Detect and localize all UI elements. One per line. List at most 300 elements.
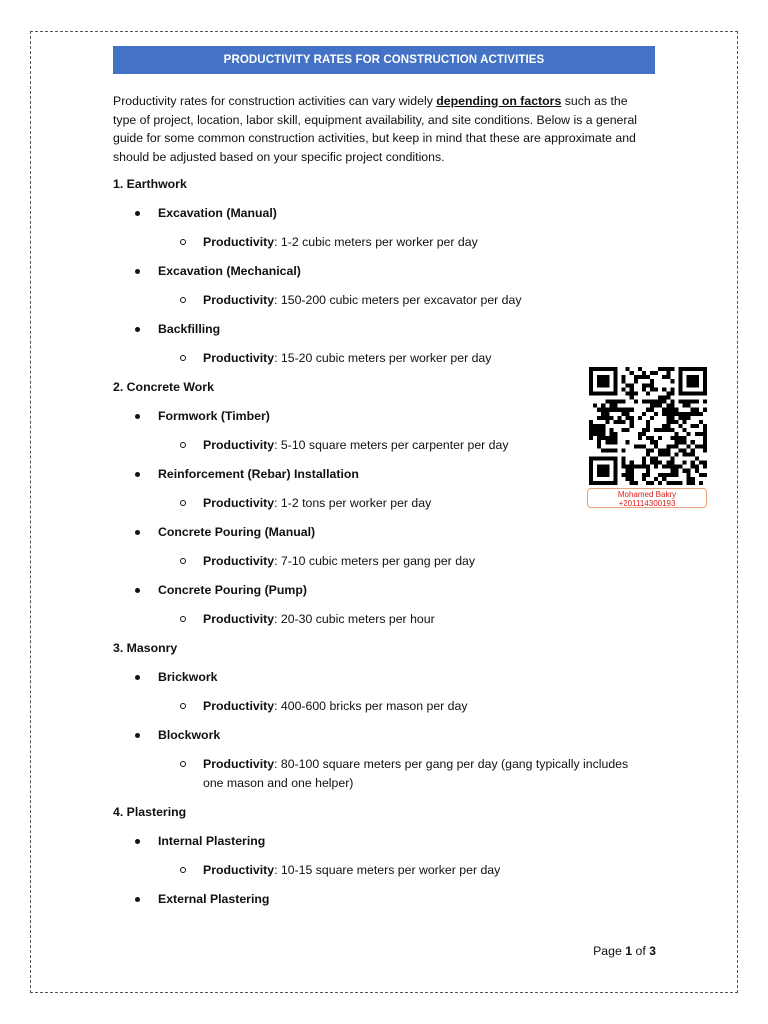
qr-module [654,440,658,444]
qr-module [597,367,601,371]
qr-module [589,481,593,485]
qr-module [613,432,617,436]
productivity-line [113,436,643,465]
qr-module [601,375,605,379]
qr-module [654,404,658,408]
qr-module [597,465,601,469]
productivity-label: Productivity [203,351,275,365]
qr-module [699,432,703,436]
section-heading: 4. Plastering [113,805,187,819]
qr-module [699,391,703,395]
qr-module [630,383,634,387]
qr-module [646,428,650,432]
activity-item: Internal Plastering [113,832,643,861]
qr-module [622,408,626,412]
qr-module [609,440,613,444]
qr-module [589,379,593,383]
qr-module [605,391,609,395]
qr-module [642,428,646,432]
qr-module [642,412,646,416]
qr-module [605,473,609,477]
qr-module [646,375,650,379]
qr-module [691,379,695,383]
qr-module [691,412,695,416]
qr-module [666,375,670,379]
qr-module [687,444,691,448]
qr-module [683,400,687,404]
qr-module [674,412,678,416]
productivity-rate: : 80-100 square meters per gang per day (gang typically includes one mason and one helper) [203,757,629,790]
qr-module [609,400,613,404]
qr-module [638,436,642,440]
qr-module [666,444,670,448]
qr-module [679,440,683,444]
qr-module [687,412,691,416]
qr-module [699,444,703,448]
qr-module [613,436,617,440]
qr-module [695,432,699,436]
qr-module [662,412,666,416]
qr-module [703,440,707,444]
qr-module [605,420,609,424]
qr-module [650,387,654,391]
qr-module [666,404,670,408]
qr-module [601,391,605,395]
qr-module [622,457,626,461]
qr-module [679,416,683,420]
qr-module [605,465,609,469]
activity-item: Excavation (Mechanical) [113,262,643,291]
intro-paragraph [113,92,643,166]
qr-module [609,448,613,452]
qr-module [593,367,597,371]
qr-code-stamp [587,366,709,510]
activity-item: External Plastering [113,890,643,919]
qr-module [666,412,670,416]
qr-module [634,400,638,404]
qr-module [691,408,695,412]
qr-module [703,408,707,412]
qr-module [613,477,617,481]
qr-module [691,400,695,404]
qr-module [703,448,707,452]
activity-item: Reinforcement (Rebar) Installation [113,465,643,494]
qr-module [662,477,666,481]
qr-module [626,412,630,416]
productivity-rate: : 1-2 cubic meters per worker per day [274,235,478,249]
qr-module [683,428,687,432]
qr-module [622,379,626,383]
qr-module [654,465,658,469]
qr-module [613,391,617,395]
productivity-label: Productivity [203,438,275,452]
qr-module [670,420,674,424]
qr-module [679,367,683,371]
productivity-label: Productivity [203,235,275,249]
qr-module [666,416,670,420]
qr-module [622,428,626,432]
qr-module [589,375,593,379]
qr-module [670,412,674,416]
productivity-rate: : 7-10 cubic meters per gang per day [274,554,476,568]
qr-module [654,457,658,461]
qr-module [683,367,687,371]
qr-module [638,465,642,469]
qr-module [650,379,654,383]
qr-module [666,452,670,456]
qr-module [666,448,670,452]
qr-module [609,432,613,436]
qr-module [613,461,617,465]
qr-module [658,404,662,408]
qr-module [662,367,666,371]
qr-module [674,444,678,448]
qr-module [695,391,699,395]
qr-module [642,477,646,481]
qr-module [695,400,699,404]
qr-module [589,432,593,436]
qr-module [601,383,605,387]
qr-module [699,481,703,485]
qr-module [605,469,609,473]
intro-text-start: Productivity rates for construction activities can vary widely [113,94,437,108]
qr-module [670,400,674,404]
qr-caption-phone: +201114300193 [618,499,676,508]
qr-module [650,436,654,440]
section-heading: 2. Concrete Work [113,380,214,394]
qr-module [638,444,642,448]
qr-module [703,428,707,432]
qr-module [609,408,613,412]
qr-module [666,481,670,485]
qr-module [662,375,666,379]
qr-module [650,408,654,412]
qr-module [589,477,593,481]
qr-module [670,465,674,469]
qr-module [622,461,626,465]
qr-module [695,383,699,387]
qr-module [683,469,687,473]
qr-module [605,400,609,404]
qr-module [670,387,674,391]
page-of: of [632,944,650,958]
qr-module [613,420,617,424]
qr-module [703,375,707,379]
qr-module [613,481,617,485]
qr-module [609,367,613,371]
qr-module [589,428,593,432]
qr-module [699,420,703,424]
document-body [113,92,643,919]
qr-module [613,367,617,371]
qr-module [683,440,687,444]
qr-module [658,395,662,399]
qr-module [703,379,707,383]
qr-module [597,481,601,485]
productivity-rate: : 150-200 cubic meters per excavator per day [274,293,522,307]
qr-module [589,391,593,395]
qr-module [679,379,683,383]
qr-module [626,465,630,469]
qr-module [593,481,597,485]
qr-module [670,379,674,383]
qr-module [662,452,666,456]
qr-module [670,391,674,395]
qr-module [687,404,691,408]
qr-module [699,412,703,416]
activity-item: Blockwork [113,726,643,755]
productivity-line [113,861,643,890]
qr-module [634,444,638,448]
qr-module [691,448,695,452]
qr-module [626,391,630,395]
qr-module [597,408,601,412]
qr-module [626,477,630,481]
qr-module [617,416,621,420]
qr-module [605,481,609,485]
qr-module [622,400,626,404]
productivity-label: Productivity [203,863,275,877]
qr-module [605,379,609,383]
qr-module [670,367,674,371]
productivity-rate: : 20-30 cubic meters per hour [274,612,435,626]
qr-module [634,465,638,469]
qr-module [666,371,670,375]
qr-module [699,367,703,371]
qr-module [613,375,617,379]
qr-module [670,481,674,485]
qr-module [613,440,617,444]
qr-module [691,465,695,469]
qr-module [605,367,609,371]
qr-module [613,408,617,412]
qr-module [646,408,650,412]
qr-module [687,432,691,436]
qr-module [703,400,707,404]
productivity-line [113,552,643,581]
qr-module [605,440,609,444]
qr-module [589,383,593,387]
qr-module [679,412,683,416]
qr-module [658,367,662,371]
qr-module [589,465,593,469]
qr-module [642,400,646,404]
qr-module [597,424,601,428]
qr-module [650,481,654,485]
qr-module [666,428,670,432]
qr-module [683,461,687,465]
qr-module [597,440,601,444]
qr-module [642,371,646,375]
qr-module [605,408,609,412]
qr-module [609,481,613,485]
qr-module [589,420,593,424]
productivity-line [113,755,643,803]
qr-module [642,444,646,448]
qr-module [622,387,626,391]
qr-module [609,391,613,395]
qr-module [687,391,691,395]
qr-module [703,473,707,477]
productivity-line [113,697,643,726]
qr-module [662,424,666,428]
qr-module [589,461,593,465]
qr-module [609,404,613,408]
qr-module [601,379,605,383]
qr-module [654,412,658,416]
qr-module [634,375,638,379]
qr-module [695,379,699,383]
qr-module [622,375,626,379]
qr-module [634,379,638,383]
qr-module [597,457,601,461]
qr-module [622,412,626,416]
qr-module [650,416,654,420]
qr-module [630,465,634,469]
qr-module [650,400,654,404]
qr-module [703,444,707,448]
page-current: 1 [625,944,633,958]
qr-module [699,461,703,465]
qr-module [670,416,674,420]
qr-module [695,465,699,469]
qr-module [642,432,646,436]
qr-module [593,432,597,436]
document-title: PRODUCTIVITY RATES FOR CONSTRUCTION ACTIVITIES [113,46,655,74]
qr-module [605,448,609,452]
qr-module [658,481,662,485]
qr-module [613,387,617,391]
qr-module [695,469,699,473]
qr-module [695,412,699,416]
qr-module [601,367,605,371]
productivity-rate: : 10-15 square meters per worker per day [274,863,501,877]
qr-module [650,404,654,408]
qr-module [646,465,650,469]
qr-module [695,367,699,371]
qr-module [674,436,678,440]
qr-module [650,448,654,452]
qr-module [703,387,707,391]
qr-module [593,428,597,432]
qr-module [626,469,630,473]
qr-module [630,473,634,477]
qr-module [703,432,707,436]
qr-module [670,436,674,440]
qr-module [642,461,646,465]
qr-module [642,465,646,469]
qr-module [650,440,654,444]
qr-module [622,465,626,469]
qr-module [683,391,687,395]
qr-module [630,371,634,375]
qr-module [670,461,674,465]
qr-module [687,383,691,387]
productivity-rate: : 1-2 tons per worker per day [274,496,432,510]
qr-module [691,477,695,481]
qr-module [703,383,707,387]
qr-module [674,420,678,424]
productivity-rate: : 5-10 square meters per carpenter per day [274,438,509,452]
qr-module [662,448,666,452]
qr-module [601,448,605,452]
qr-module [662,428,666,432]
qr-module [703,465,707,469]
qr-module [662,408,666,412]
qr-module [638,416,642,420]
qr-module [679,387,683,391]
qr-module [674,473,678,477]
qr-module [613,400,617,404]
qr-module [634,481,638,485]
qr-module [646,469,650,473]
qr-module [601,412,605,416]
qr-module [674,452,678,456]
qr-module [679,481,683,485]
qr-module [613,379,617,383]
qr-module [695,408,699,412]
qr-module [662,400,666,404]
intro-text-end: such as the type of project, location, labor skill, equipment availability, and site conditions. Below is a general guide for some common construction activities, but keep in mind that these are approximate and should be adjusted based on your specific project conditions. [113,94,638,164]
qr-module [601,436,605,440]
qr-module [626,473,630,477]
qr-module [593,424,597,428]
qr-module [666,424,670,428]
qr-module [601,465,605,469]
qr-module [691,461,695,465]
qr-module [666,420,670,424]
qr-module [691,375,695,379]
productivity-label: Productivity [203,699,275,713]
qr-module [679,400,683,404]
qr-module [613,383,617,387]
qr-module [626,408,630,412]
qr-module [597,379,601,383]
productivity-line [113,349,643,378]
qr-module [646,383,650,387]
qr-module [626,367,630,371]
qr-module [626,428,630,432]
productivity-label: Productivity [203,496,275,510]
qr-module [630,391,634,395]
qr-module [683,416,687,420]
qr-module [650,383,654,387]
qr-code-icon [589,366,707,486]
qr-module [691,424,695,428]
qr-module [589,436,593,440]
qr-module [662,387,666,391]
page-number [580,944,656,958]
productivity-label: Productivity [203,554,275,568]
qr-module [601,428,605,432]
qr-module [666,465,670,469]
qr-module [613,371,617,375]
qr-module [695,457,699,461]
qr-module [601,416,605,420]
productivity-label: Productivity [203,612,275,626]
qr-module [679,375,683,379]
qr-module [613,448,617,452]
qr-module [658,436,662,440]
qr-module [687,379,691,383]
qr-module [703,391,707,395]
qr-module [654,371,658,375]
qr-module [597,473,601,477]
qr-module [658,400,662,404]
qr-module [601,481,605,485]
qr-module [683,420,687,424]
qr-module [687,375,691,379]
